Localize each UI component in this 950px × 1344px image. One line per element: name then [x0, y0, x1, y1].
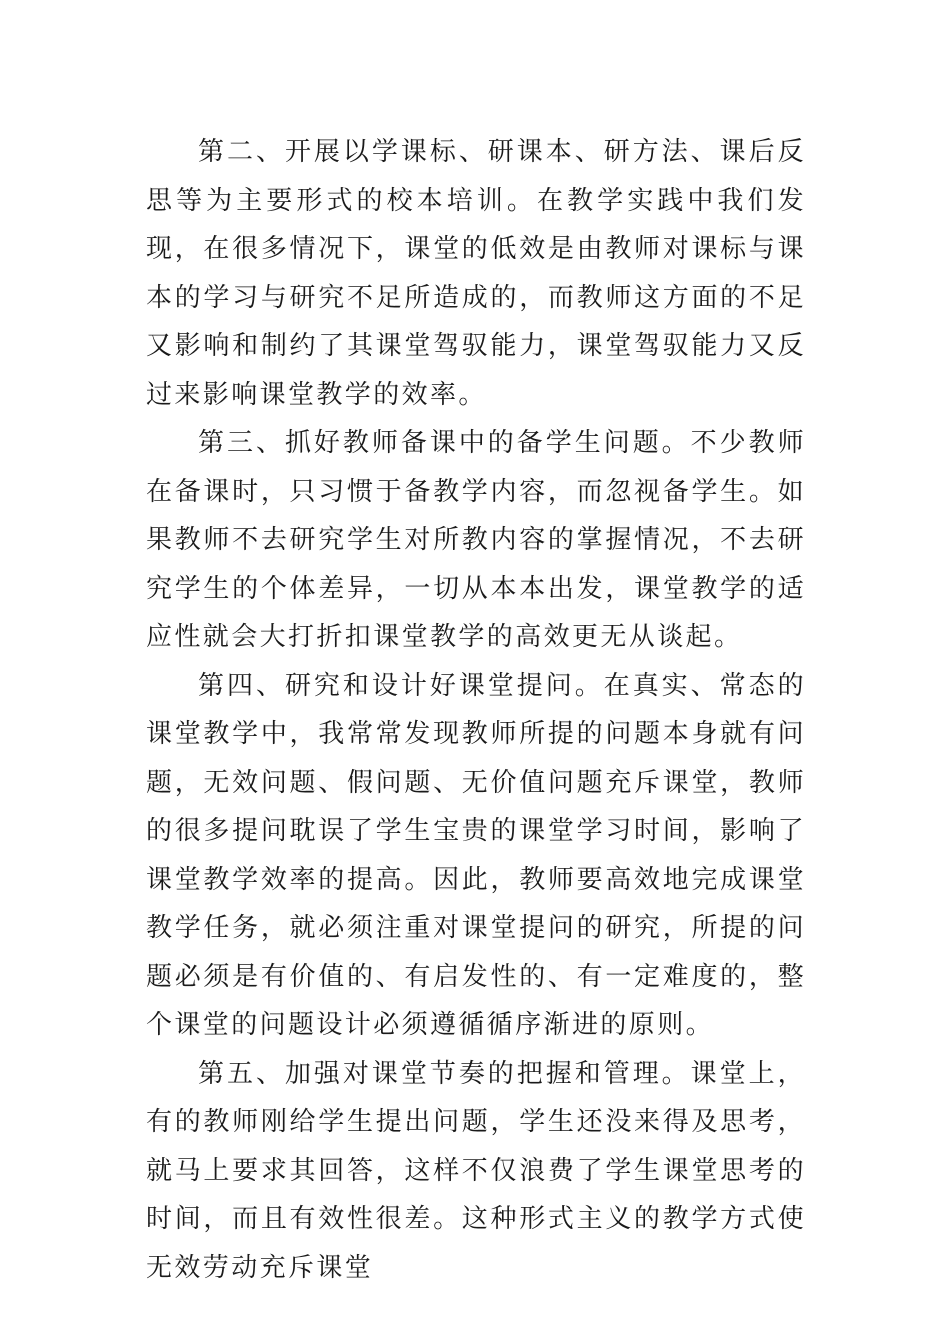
document-body — [146, 128, 806, 1292]
paragraph-2: 第二、开展以学课标、研课本、研方法、课后反思等为主要形式的校本培训。在教学实践中我们发现，在很多情况下，课堂的低效是由教师对课标与课本的学习与研究不足所造成的，而教师这方面的不足又影响和制约了其课堂驾驭能力，课堂驾驭能力又反过来影响课堂教学的效率。 — [146, 137, 806, 410]
paragraph-5: 第五、加强对课堂节奏的把握和管理。课堂上，有的教师刚给学生提出问题，学生还没来得及思考，就马上要求其回答，这样不仅浪费了学生课堂思考的时间，而且有效性很差。这种形式主义的教学方式使无效劳动充斥课堂 — [146, 1058, 806, 1283]
paragraph-4: 第四、研究和设计好课堂提问。在真实、常态的课堂教学中，我常常发现教师所提的问题本身就有问题，无效问题、假问题、无价值问题充斥课堂，教师的很多提问耽误了学生宝贵的课堂学习时间，影响了课堂教学效率的提高。因此，教师要高效地完成课堂教学任务，就必须注重对课堂提问的研究，所提的问题必须是有价值的、有启发性的、有一定难度的，整个课堂的问题设计必须遵循循序渐进的原则。 — [146, 670, 806, 1040]
paragraph-3: 第三、抓好教师备课中的备学生问题。不少教师在备课时，只习惯于备教学内容，而忽视备学生。如果教师不去研究学生对所教内容的掌握情况，不去研究学生的个体差异，一切从本本出发，课堂教学的适应性就会大打折扣课堂教学的高效更无从谈起。 — [146, 428, 806, 652]
